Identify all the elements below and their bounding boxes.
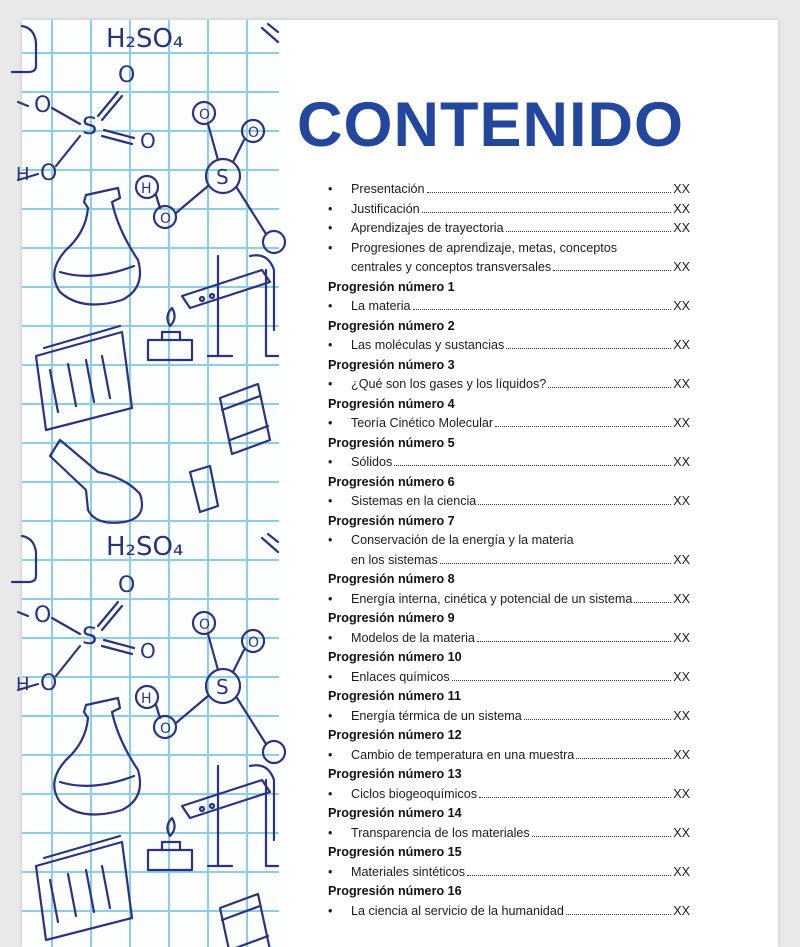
toc-item[interactable] — [328, 746, 690, 766]
dot-leader — [576, 758, 671, 759]
bullet-icon: • — [328, 630, 333, 645]
progression-heading: Progresión número 6 — [328, 474, 455, 489]
progression-heading: Progresión número 14 — [328, 806, 462, 820]
progression-heading: Progresión número 16 — [328, 884, 462, 898]
toc-page-number: XX — [673, 299, 690, 313]
dot-leader — [440, 563, 671, 564]
bullet-icon: • — [328, 221, 333, 235]
toc-item-presentacion[interactable] — [328, 180, 690, 200]
toc-item[interactable] — [328, 297, 690, 317]
toc-page-number: XX — [673, 786, 690, 801]
bullet-icon: • — [328, 182, 333, 196]
dot-leader — [467, 875, 671, 876]
progression-heading: Progresión número 9 — [328, 611, 455, 625]
dot-leader — [566, 914, 671, 915]
toc-item-label: en los sistemas — [351, 552, 438, 567]
progression-heading: Progresión número 11 — [328, 689, 461, 703]
toc-item[interactable] — [328, 902, 690, 922]
toc-item[interactable] — [328, 492, 690, 512]
toc-item[interactable] — [328, 824, 690, 844]
progression-heading: Progresión número 15 — [328, 845, 462, 859]
toc-page-number: XX — [673, 552, 690, 567]
toc-page-number: XX — [673, 201, 690, 216]
dot-leader — [427, 192, 672, 193]
toc-page-number: XX — [673, 630, 690, 645]
formula-label-top: H₂SO₄ — [106, 24, 184, 54]
toc-item-label: ¿Qué son los gases y los líquidos? — [351, 377, 547, 391]
progression-heading: Progresión número 7 — [328, 513, 455, 528]
toc-page-number: XX — [673, 416, 690, 430]
toc-item-label: La materia — [351, 299, 411, 313]
toc-item-label: La ciencia al servicio de la humanidad — [351, 903, 564, 918]
toc-item-label: Transparencia de los materiales — [351, 825, 530, 840]
dot-leader — [413, 309, 672, 310]
toc-item-label: Sistemas en la ciencia — [351, 494, 477, 508]
toc-page-number: XX — [673, 591, 690, 606]
dot-leader — [495, 426, 671, 427]
toc-item[interactable] — [328, 863, 690, 883]
toc-item-label: Las moléculas y sustancias — [351, 338, 505, 352]
toc-item-label: Materiales sintéticos — [351, 864, 466, 879]
toc-item-label: Energía interna, cinética y potencial de un sistema — [351, 591, 633, 606]
dot-leader — [477, 641, 671, 642]
dot-leader — [479, 797, 671, 798]
toc-item-label: Cambio de temperatura en una muestra — [351, 747, 575, 762]
formula-label-bottom: H₂SO₄ — [106, 532, 184, 562]
toc-item[interactable] — [328, 336, 690, 356]
toc-item-label: Ciclos biogeoquímicos — [351, 786, 477, 801]
toc-item[interactable] — [328, 629, 690, 649]
document-page — [16, 20, 778, 947]
toc-page-number: XX — [673, 708, 690, 723]
bullet-icon: • — [328, 338, 333, 352]
toc-item-label: Sólidos — [351, 455, 393, 469]
toc-item[interactable] — [328, 531, 690, 570]
page-title: CONTENIDO — [297, 90, 684, 160]
table-of-contents — [328, 180, 690, 921]
toc-page-number: XX — [673, 494, 690, 508]
bullet-icon: • — [328, 747, 333, 762]
toc-item-label: Teoría Cinético Molecular — [351, 416, 494, 430]
toc-page-number: XX — [673, 669, 690, 684]
chemistry-illustration-panel — [16, 20, 279, 947]
toc-item[interactable] — [328, 375, 690, 395]
progression-heading: Progresión número 10 — [328, 650, 462, 664]
toc-page-number: XX — [673, 864, 690, 879]
toc-page-number: XX — [673, 747, 690, 762]
bullet-icon: • — [328, 494, 333, 508]
dot-leader — [452, 680, 671, 681]
toc-page-number: XX — [673, 338, 690, 352]
toc-page-number: XX — [673, 455, 690, 469]
dot-leader — [394, 465, 671, 466]
toc-item[interactable] — [328, 785, 690, 805]
bullet-icon: • — [328, 903, 333, 918]
toc-page-number: XX — [673, 377, 690, 391]
toc-page-number: XX — [673, 825, 690, 840]
progression-heading: Progresión número 4 — [328, 396, 455, 411]
bullet-icon: • — [328, 416, 333, 430]
toc-item-label-line1: Conservación de la energía y la materia — [351, 533, 574, 547]
bullet-icon: • — [328, 864, 333, 879]
bullet-icon: • — [328, 786, 333, 801]
toc-item-progresiones[interactable] — [328, 239, 690, 278]
progression-heading: Progresión número 13 — [328, 767, 462, 781]
dot-leader — [553, 270, 671, 271]
bullet-icon: • — [328, 377, 333, 391]
dot-leader — [506, 231, 672, 232]
toc-item-label: Enlaces químicos — [351, 669, 450, 684]
progression-heading: Progresión número 5 — [328, 435, 455, 450]
toc-item-label-line1: Progresiones de aprendizaje, metas, conceptos — [351, 240, 618, 255]
toc-item-label: Aprendizajes de trayectoria — [351, 221, 504, 235]
dot-leader — [478, 504, 671, 505]
bullet-icon: • — [328, 591, 333, 606]
progression-heading: Progresión número 8 — [328, 572, 455, 586]
chemistry-doodles: O O S O O H S O O H O — [22, 20, 279, 947]
toc-item[interactable] — [328, 590, 690, 610]
toc-item[interactable] — [328, 707, 690, 727]
toc-item-label: Presentación — [351, 182, 425, 196]
toc-page-number: XX — [673, 182, 690, 196]
progression-heading: Progresión número 1 — [328, 279, 455, 294]
bullet-icon: • — [328, 455, 333, 469]
bullet-icon: • — [328, 533, 333, 547]
toc-item-label: Justificación — [351, 201, 420, 216]
toc-page-number: XX — [673, 221, 690, 235]
dot-leader — [422, 212, 672, 213]
dot-leader — [524, 719, 671, 720]
dot-leader — [506, 348, 671, 349]
toc-page-number: XX — [673, 260, 690, 274]
toc-item-justificacion[interactable] — [328, 200, 690, 220]
dot-leader — [532, 836, 671, 837]
toc-item-aprendizajes[interactable] — [328, 219, 690, 239]
toc-page-number: XX — [673, 903, 690, 918]
toc-item[interactable] — [328, 453, 690, 473]
bullet-icon: • — [328, 299, 333, 313]
toc-item-label: centrales y conceptos transversales — [351, 260, 552, 274]
dot-leader — [548, 387, 671, 388]
bullet-icon: • — [328, 708, 333, 723]
progression-heading: Progresión número 2 — [328, 318, 455, 333]
bullet-icon: • — [328, 201, 333, 216]
bullet-icon: • — [328, 669, 333, 684]
progression-heading: Progresión número 12 — [328, 728, 462, 742]
progression-heading: Progresión número 3 — [328, 357, 455, 372]
dot-leader — [634, 602, 671, 603]
toc-item[interactable] — [328, 414, 690, 434]
toc-item[interactable] — [328, 668, 690, 688]
bullet-icon: • — [328, 240, 333, 255]
toc-item-label: Energía térmica de un sistema — [351, 708, 522, 723]
toc-item-label: Modelos de la materia — [351, 630, 475, 645]
bullet-icon: • — [328, 825, 333, 840]
